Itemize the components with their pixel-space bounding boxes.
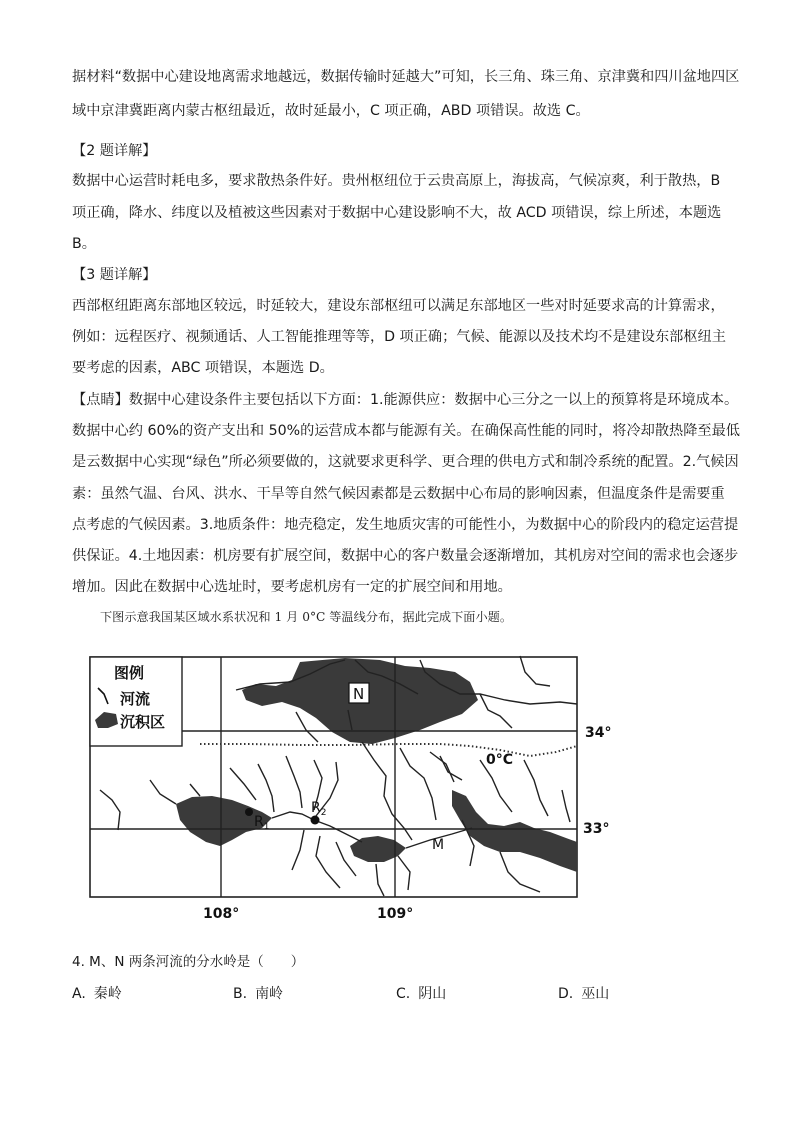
figure-caption: 下图示意我国某区域水系状况和 1 月 0°C 等温线分布，据此完成下面小题。 [100,610,513,624]
text-line: 要考虑的因素，ABC 项错误，本题选 D。 [72,360,334,376]
option-d[interactable] [558,983,609,1003]
lon-108-label: 108° [203,906,240,922]
text-line: B。 [72,236,96,252]
text-line: 例如：远程医疗、视频通话、人工智能推理等等，D 项正确；气候、能源以及技术均不是建设东部枢纽主 [72,329,726,345]
label-m: M [432,837,445,853]
note-line: 【点睛】数据中心建设条件主要包括以下方面：1.能源供应：数据中心三分之一以上的预算将是环境成本。 [72,392,739,408]
label-n: N [353,685,365,703]
section-heading: 【2 题详解】 [72,143,157,159]
option-letter: C. [396,986,411,1002]
option-text: 阴山 [418,986,447,1002]
text-line: 项正确，降水、纬度以及植被这些因素对于数据中心建设影响不大，故 ACD 项错误，综上所述，本题选 [72,205,722,221]
option-letter: A. [72,986,86,1002]
text-line: 据材料“数据中心建设地离需求地越远，数据传输时延越大”可知，长三角、珠三角、京津冀和四川盆地四区 [72,69,740,85]
option-text: 南岭 [255,986,284,1002]
option-letter: B. [233,986,248,1002]
text-line: 数据中心约 60%的资产支出和 50%的运营成本都与能源有关。在确保高性能的同时，将冷却散热降至最低 [72,423,740,439]
question-stem: 4. M、N 两条河流的分水岭是（ ） [72,954,305,970]
point-r2 [311,816,320,825]
point-r1 [245,808,253,816]
option-text: 巫山 [581,986,610,1002]
lon-109-label: 109° [377,906,414,922]
legend-river-label: 河流 [120,690,151,708]
text-line: 素：虽然气温、台风、洪水、干旱等自然气候因素都是云数据中心布局的影响因素，但温度条件是需要重 [72,486,725,502]
lat-34-label: 34° [585,725,612,741]
text-line: 域中京津冀距离内蒙古枢纽最近，故时延最小，C 项正确，ABD 项错误。故选 C。 [72,103,590,119]
option-letter: D. [558,986,574,1002]
label-r1: $R_1$ [254,814,270,832]
option-a[interactable] [72,983,122,1003]
section-heading: 【3 题详解】 [72,267,157,283]
label-r2: $R_2$ [311,800,327,818]
option-text: 秦岭 [93,986,122,1002]
option-b[interactable] [233,983,283,1003]
option-c[interactable] [396,983,446,1003]
text-line: 是云数据中心实现“绿色”所必须要做的，这就要求更科学、更合理的供电方式和制冷系统的配置。2.气候因 [72,454,739,470]
text-line: 增加。因此在数据中心选址时，要考虑机房有一定的扩展空间和用地。 [72,579,512,595]
river-system-map [0,640,794,930]
isotherm-label: 0°C [486,752,514,768]
legend-title: 图例 [114,664,145,682]
text-line: 点考虑的气候因素。3.地质条件：地壳稳定，发生地质灾害的可能性小，为数据中心的阶段内的稳定运营提 [72,517,739,533]
lat-33-label: 33° [583,821,610,837]
legend-deposit-label: 沉积区 [120,713,166,731]
text-line: 供保证。4.土地因素：机房要有扩展空间，数据中心的客户数量会逐渐增加，其机房对空间的需求也会逐步 [72,548,739,564]
text-line: 数据中心运营时耗电多，要求散热条件好。贵州枢纽位于云贵高原上，海拔高，气候凉爽，利于散热，B [72,173,721,189]
text-line: 西部枢纽距离东部地区较远，时延较大，建设东部枢纽可以满足东部地区一些对时延要求高的计算需求， [72,298,725,314]
